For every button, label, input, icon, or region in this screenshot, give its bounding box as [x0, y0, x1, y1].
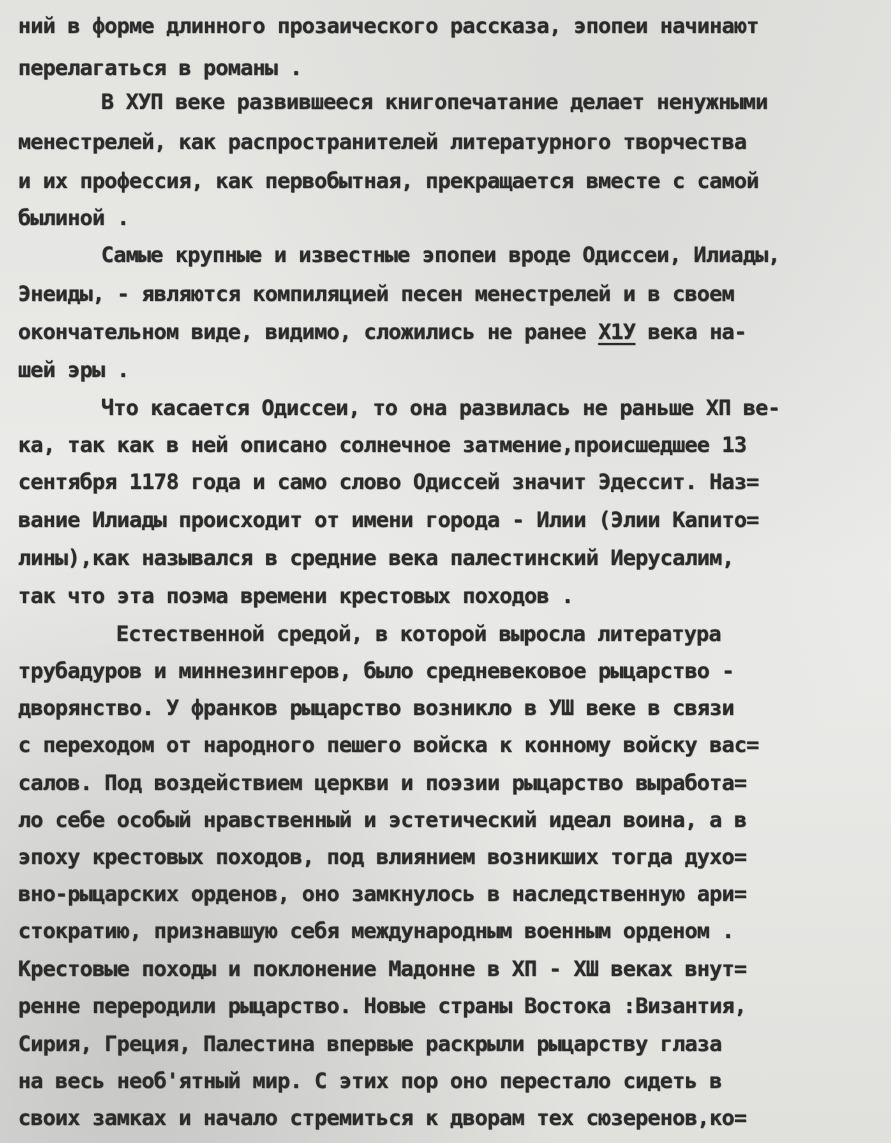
text-line: с переходом от народного пешего войска к конному войску вас=: [18, 733, 759, 758]
text-line: салов. Под воздействием церкви и поэзии рыцарство выработа=: [18, 771, 747, 796]
text-line: вание Илиады происходит от имени города - Илии (Элии Капито=: [18, 508, 759, 533]
text-line: сентября 1178 года и само слово Одиссей значит Эдессит. Наз=: [18, 470, 759, 495]
text-fragment: окончательном виде, видимо, сложились не ранее: [18, 320, 586, 345]
text-line: ка, так как в ней описано солнечное затмение,происшедшее 13: [18, 433, 747, 458]
text-line: Сирия, Греция, Палестина впервые раскрыли рыцарству глаза: [18, 1032, 722, 1057]
text-line: [18, 320, 746, 345]
text-line: ренне переродили рыцарство. Новые страны Востока :Византия,: [18, 994, 747, 1019]
text-line: Энеиды, - являются компиляцией песен менестрелей и в своем: [18, 282, 734, 307]
text-line: былиной .: [18, 206, 130, 231]
text-line: перелагаться в романы .: [18, 56, 302, 81]
text-line: Самые крупные и известные эпопеи вроде Одиссеи, Илиады,: [101, 243, 780, 268]
text-line: вно-рыцарских орденов, оно замкнулось в наследственную ари=: [18, 882, 747, 907]
text-line: своих замках и начало стремиться к дворам тех сюзеренов,ко=: [18, 1106, 747, 1131]
text-line: Крестовые походы и поклонение Мадонне в ХП - ХШ веках внут=: [18, 957, 747, 982]
underlined-century: Х1У: [598, 320, 636, 345]
text-line: стократию, признавшую себя международным военным орденом .: [18, 919, 734, 944]
text-line: дворянство. У франков рыцарство возникло в УШ веке в связи: [18, 696, 734, 721]
text-line: менестрелей, как распространителей литературного творчества: [18, 130, 747, 155]
text-line: трубадуров и миннезингеров, было средневековое рыцарство -: [18, 659, 734, 684]
text-line: ний в форме длинного прозаического рассказа, эпопеи начинают: [18, 14, 759, 39]
text-line: Естественной средой, в которой выросла литература: [116, 622, 721, 647]
text-line: лины),как назывался в средние века палестинский Иерусалим,: [18, 546, 734, 571]
text-fragment: века на-: [647, 320, 747, 345]
text-line: шей эры .: [18, 358, 130, 383]
text-line: ло себе особый нравственный и эстетический идеал воина, а в: [18, 808, 747, 833]
text-line: эпоху крестовых походов, под влиянием возникших тогда духо=: [18, 845, 747, 870]
text-line: и их профессия, как первобытная, прекращается вместе с самой: [18, 169, 759, 194]
text-line: В ХУП веке развившееся книгопечатание делает ненужными: [101, 90, 768, 115]
text-line: так что эта поэма времени крестовых походов .: [18, 584, 574, 609]
text-line: Что касается Одиссеи, то она развилась не раньше ХП ве-: [101, 396, 780, 421]
text-line: на весь необ'ятный мир. С этих пор оно перестало сидеть в: [18, 1069, 722, 1094]
